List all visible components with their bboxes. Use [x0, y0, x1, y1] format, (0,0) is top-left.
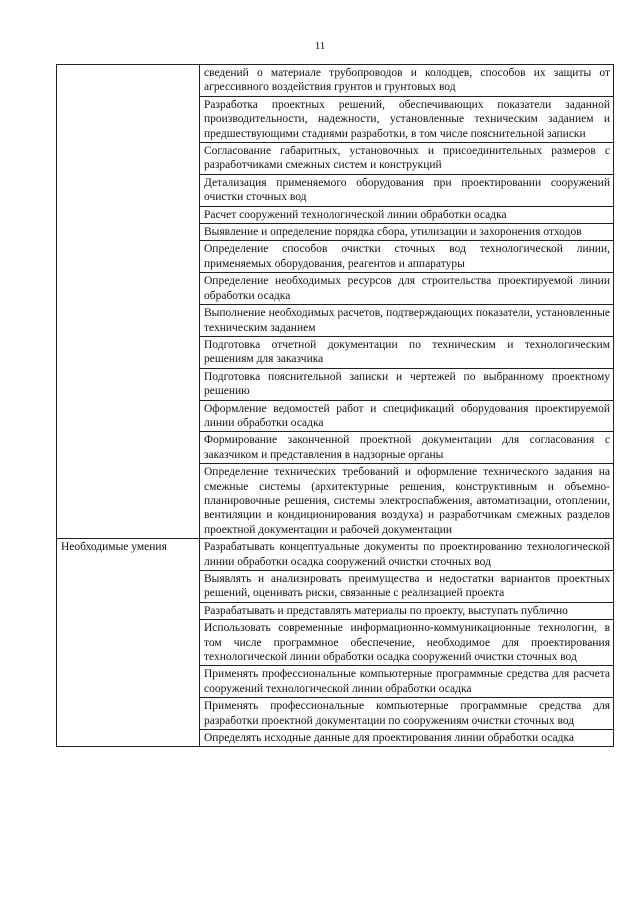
table-cell: Определение технических требований и оформление технического задания на смежные системы (архитектурные решения, конструктивным и объемно-планировочные решения, системы электроспабжения, автоматизации, отоплении, вентиляции и кондиционирования воздуха) и разработчикам смежных разделов проектной документации и рабочей документации	[200, 464, 614, 539]
table-cell: Согласование габаритных, установочных и присоединительных размеров с разработчиками смежных систем и конструкций	[200, 143, 614, 175]
table-cell: Применять профессиональные компьютерные программные средства для расчета сооружений технологической линии обработки осадка	[200, 666, 614, 698]
table-cell: Расчет сооружений технологической линии обработки осадка	[200, 206, 614, 223]
table-cell: Использовать современные информационно-коммуникационные технологии, в том числе программное обеспечение, необходимое для проектирования технологической линии обработки осадка сооружений очистки сточных вод	[200, 620, 614, 666]
table-cell: Разрабатывать и представлять материалы по проекту, выступать публично	[200, 602, 614, 619]
table-cell: Разрабатывать концептуальные документы по проектированию технологической линии обработки осадка сооружений очистки сточных вод	[200, 539, 614, 571]
table-cell: Оформление ведомостей работ и спецификаций оборудования проектируемой линии обработки осадка	[200, 400, 614, 432]
table-cell: Определение необходимых ресурсов для строительства проектируемой линии обработки осадка	[200, 273, 614, 305]
table-row	[57, 539, 614, 571]
section-label-cell	[57, 65, 200, 539]
table-cell: Выявление и определение порядка сбора, утилизации и захоронения отходов	[200, 224, 614, 241]
table-cell: Применять профессиональные компьютерные программные средства для разработки проектной документации по сооружениям очистки сточных вод	[200, 698, 614, 730]
table-cell: сведений о материале трубопроводов и колодцев, способов их защиты от агрессивного воздействия грунтов и грунтовых вод	[200, 65, 614, 97]
table-cell: Определять исходные данные для проектирования линии обработки осадка	[200, 730, 614, 747]
table-cell: Подготовка отчетной документации по техническим и технологическим решениям для заказчика	[200, 336, 614, 368]
table-cell: Формирование законченной проектной документации для согласования с заказчиком и представления в надзорные органы	[200, 432, 614, 464]
page-number: 11	[314, 40, 326, 52]
table-cell: Разработка проектных решений, обеспечивающих показатели заданной производительности, надежности, установленные техническим заданием и предшествующими стадиями разработки, в том числе пояснительной записки	[200, 96, 614, 142]
table-row	[57, 65, 614, 97]
table-cell: Выполнение необходимых расчетов, подтверждающих показатели, установленные техническим заданием	[200, 305, 614, 337]
table-cell: Подготовка пояснительной записки и чертежей по выбранному проектному решению	[200, 368, 614, 400]
qualification-table	[56, 64, 614, 747]
table-cell: Определение способов очистки сточных вод технологической линии, применяемых оборудования, реагентов и аппаратуры	[200, 241, 614, 273]
table-cell: Детализация применяемого оборудования при проектировании сооружений очистки сточных вод	[200, 174, 614, 206]
table-cell: Выявлять и анализировать преимущества и недостатки вариантов проектных решений, оценивать риски, связанные с реализацией проекта	[200, 571, 614, 603]
skills-section-label: Необходимые умения	[57, 539, 200, 747]
